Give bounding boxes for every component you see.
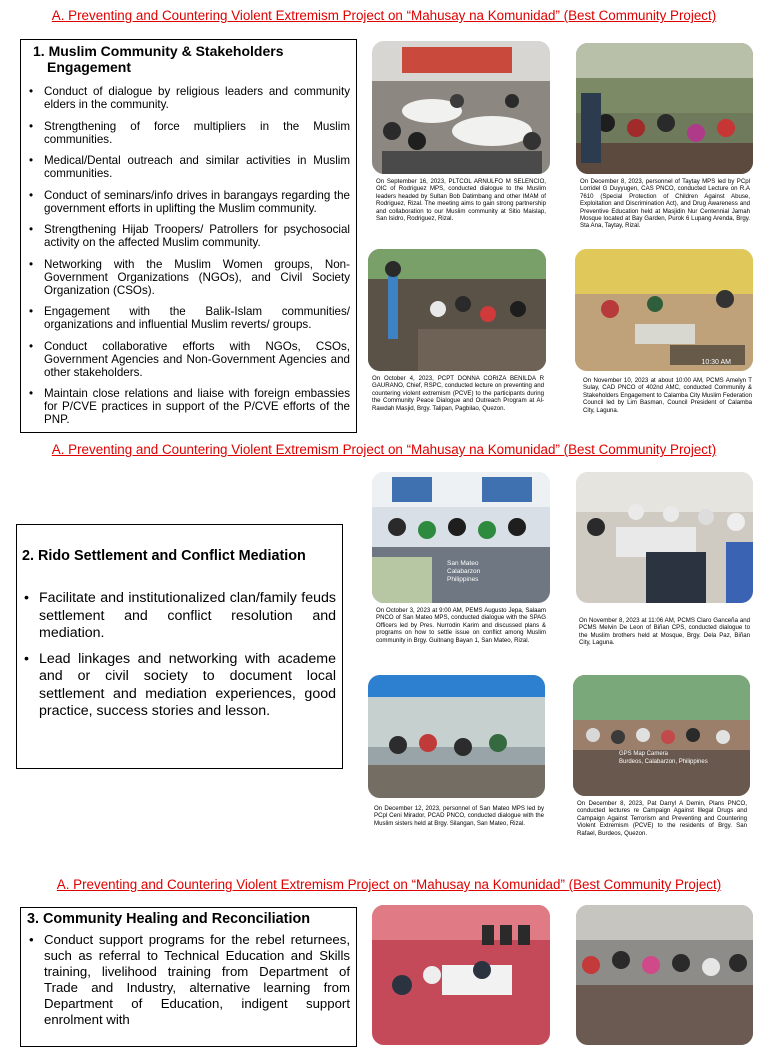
section-header-1: A. Preventing and Countering Violent Extremism Project on “Mahusay na Komunidad” (Best Community Project) [51, 8, 717, 23]
section2-box [16, 524, 343, 769]
section-header-2: A. Preventing and Countering Violent Extremism Project on “Mahusay na Komunidad” (Best Community Project) [51, 442, 717, 457]
photo-caption: On November 8, 2023 at 11:06 AM, PCMS Claro Ganceña and PCMS Melvin De Leon of Biñan CPS, conducted dialogue to the Muslim brothers held at Mosque, Brgy. Dela Paz, Biñan City, Laguna. [579, 617, 750, 647]
photo-caption: On November 10, 2023 at about 10:00 AM, PCMS Amelyn T Sulay, CAD PNCO of 402nd AMC, conducted Community & Stakeholders Engagement to Calamba City Muslim Federation Council led by Lim Basman, Council President of Calamba City, Laguna. [583, 377, 752, 414]
photo-section3-right [576, 905, 753, 1045]
list-item: • Networking with the Muslim Women groups, Non-Government Organizations (NGOs), and Civil Society Organization (CSOs). [27, 258, 350, 297]
photo-caption: On December 12, 2023, personnel of San Mateo MPS led by PCpl Ceni Mirador, PCAD PNCO, conducted dialogue with the Muslim sisters held at Brgy. Silangan, San Mateo, Rizal. [374, 805, 544, 827]
list-item: • Conduct of seminars/info drives in barangays regarding the government efforts in uplifting the Muslim community. [27, 189, 350, 215]
photo-san-mateo-dialogue [372, 472, 550, 603]
list-item: • Engagement with the Balik-Islam communities/ organizations and influential Muslim reverts/ groups. [27, 305, 350, 331]
photo-caption: On December 8, 2023, personnel of Taytay MPS led by PCpl Lorridel G Duyyugen, CAS PNCO, conducted Lecture on R.A 7610 (Special Protection of Children Against Abuse, Exploitation and Discrimination Act), and Drug Awareness and Preventive Education held at Masjidin Nur Centennial Jamah Mosque located at Bay Garden, Purok 6 Lupang Arenda, Brgy. Sta Ana, Taytay, Rizal. [580, 178, 750, 230]
photo-caption: On September 16, 2023, PLTCOL ARNULFO M SELENCIO, OIC of Rodriguez MPS, conducted dialogue to the Muslim leaders headed by Sultan Bob Datimbang and other IMAM of Rodriguez, Rizal. The meeting aims to gain strong partnership and collaboration to our Muslim community at Sitio Maislap, San Isidro, Rodriguez, Rizal. [376, 178, 546, 223]
list-item: • Strengthening of force multipliers in the Muslim communities. [27, 120, 350, 146]
photo-timestamp: 10:30 AM [701, 359, 731, 366]
section3-title: 3. Community Healing and Reconciliation [27, 911, 311, 927]
photo-rodriguez-dialogue [372, 41, 550, 174]
section-header-3: A. Preventing and Countering Violent Extremism Project on “Mahusay na Komunidad” (Best Community Project) [56, 877, 722, 892]
list-item: • Facilitate and institutionalized clan/family feuds settlement and conflict resolution and mediation. [22, 590, 336, 643]
gps-stamp: GPS Map Camera Burdeos, Calabarzon, Philippines [619, 751, 708, 765]
section1-title: 1. Muslim Community & Stakeholders Engagement [33, 43, 284, 75]
photo-binan-dialogue [576, 472, 753, 603]
section3-box [20, 907, 357, 1047]
photo-silangan-dialogue [368, 675, 545, 798]
photo-location-stamp: San Mateo Calabarzon Philippines [447, 560, 481, 583]
list-item: • Strengthening Hijab Troopers/ Patrollers for psychosocial activity on the affected Muslim community. [27, 223, 350, 249]
photo-burdeos-lecture [573, 675, 750, 796]
list-item: • Conduct collaborative efforts with NGOs, CSOs, Government Agencies and Non-Government Agencies and other stakeholders. [27, 340, 350, 379]
list-item: • Conduct support programs for the rebel returnees, such as referral to Technical Education and Skills training, livelihood training from Department of Trade and Industry, alternative learning from Department of Education, indigent support enrolment with [27, 932, 350, 1028]
list-item: • Maintain close relations and liaise with foreign embassies for P/CVE practices in support of the P/CVE efforts of the PNP. [27, 387, 350, 426]
list-item: • Medical/Dental outreach and similar activities in Muslim communities. [27, 154, 350, 180]
section1-list [27, 85, 350, 426]
section2-title: 2. Rido Settlement and Conflict Mediation [22, 548, 306, 564]
photo-caption: On December 8, 2023, Pat Darryl A Demin, Plans PNCO, conducted lectures re Campaign Against Illegal Drugs and Campaign Against Terrorism and Preventing and Countering Violent Extremism (PCVE) to the residents of Brgy. San Rafael, Burdeos, Quezon. [577, 800, 747, 837]
list-item: • Conduct of dialogue by religious leaders and community elders in the community. [27, 85, 350, 111]
section1-box [20, 39, 357, 433]
photo-pagbilao-lecture [368, 249, 546, 371]
photo-section3-left [372, 905, 550, 1045]
section3-list [27, 932, 350, 1028]
photo-caption: On October 4, 2023, PCPT DONNA CORIZA BENILDA R GAURANO, Chief, RSPC, conducted lecture on preventing and countering violent extremism (PCVE) to the participants during the Community Peace Dialogue and Outreach Program at Al-Rawdah Masjid, Brgy. Talipan, Pagbilao, Quezon. [372, 375, 544, 412]
list-item: • Lead linkages and networking with academe and or civil society to document local settlement and mediation experiences, good practice, success stories and lesson. [22, 651, 336, 721]
section2-list [22, 590, 336, 721]
photo-taytay-lecture [576, 43, 753, 174]
photo-calamba-engagement [575, 249, 753, 371]
photo-caption: On October 3, 2023 at 9:00 AM, PEMS Augusto Jepa, Salaam PNCO of San Mateo MPS, conducted dialogue with the SPAG Officers led by Pres. Nurrodin Karim and discussed plans & programs on how to settle issue on conflict among Muslim community in Brgy. Guitnang Bayan 1, San Mateo, Rizal. [376, 607, 546, 644]
